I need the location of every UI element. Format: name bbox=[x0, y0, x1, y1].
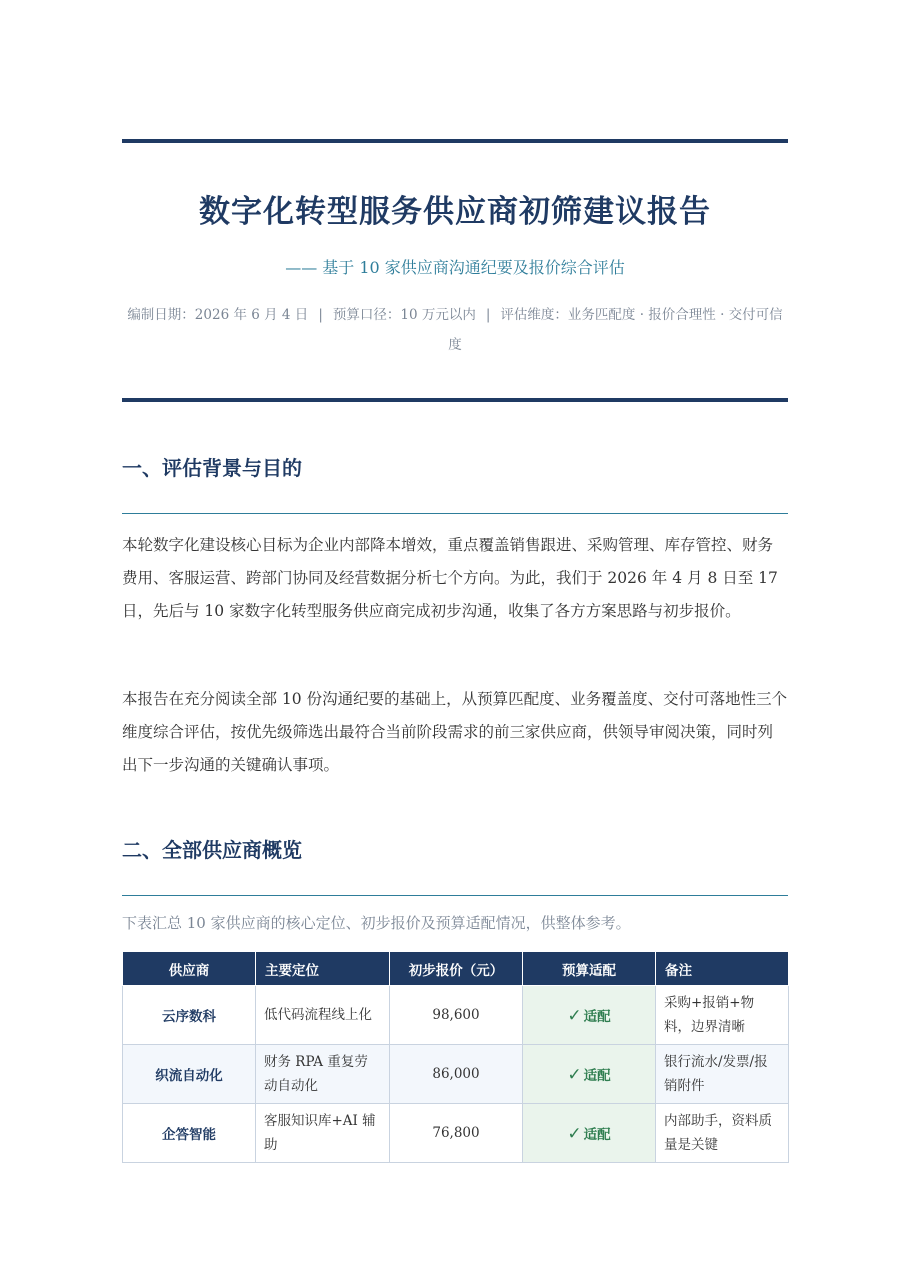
section1-paragraph-1: 本轮数字化建设核心目标为企业内部降本增效，重点覆盖销售跟进、采购管理、库存管控、财务费用、客服运营、跨部门协同及经营数据分析七个方向。为此，我们于 2026 年 4 月 8 日至 17 日，先后与 10 家数字化转型服务供应商完成初步沟通，收集了各方方案思路与初步报价。 bbox=[122, 536, 778, 620]
vendor-fit bbox=[523, 1045, 656, 1104]
meta-date: 编制日期：2026 年 6 月 4 日 bbox=[127, 307, 309, 323]
vendor-table bbox=[122, 951, 789, 1163]
meta-dimensions: 评估维度：业务匹配度 · 报价合理性 · 交付可信度 bbox=[448, 307, 783, 353]
header-note: 备注 bbox=[656, 952, 789, 986]
meta-separator: | bbox=[485, 307, 491, 323]
fit-label: 适配 bbox=[583, 1126, 611, 1143]
vendor-name: 织流自动化 bbox=[123, 1045, 256, 1104]
vendor-price: 86,000 bbox=[390, 1045, 523, 1104]
vendor-name: 云序数科 bbox=[123, 986, 256, 1045]
title-bottom-rule bbox=[122, 398, 788, 402]
vendor-positioning: 客服知识库+AI 辅助 bbox=[256, 1104, 390, 1163]
check-icon: ✓ bbox=[567, 1064, 582, 1085]
meta-budget: 预算口径：10 万元以内 bbox=[332, 307, 476, 323]
table-row bbox=[123, 1045, 789, 1104]
title-top-rule bbox=[122, 139, 788, 143]
header-vendor: 供应商 bbox=[123, 952, 256, 986]
vendor-positioning: 财务 RPA 重复劳动自动化 bbox=[256, 1045, 390, 1104]
table-row bbox=[123, 986, 789, 1045]
header-positioning: 主要定位 bbox=[256, 952, 390, 986]
vendor-name: 企答智能 bbox=[123, 1104, 256, 1163]
table-header-row bbox=[123, 952, 789, 986]
vendor-price: 76,800 bbox=[390, 1104, 523, 1163]
vendor-note: 银行流水/发票/报销附件 bbox=[656, 1045, 789, 1104]
table-caption: 下表汇总 10 家供应商的核心定位、初步报价及预算适配情况，供整体参考。 bbox=[122, 914, 631, 932]
report-title: 数字化转型服务供应商初筛建议报告 bbox=[199, 194, 711, 230]
table-row bbox=[123, 1104, 789, 1163]
check-icon: ✓ bbox=[567, 1005, 582, 1026]
fit-label: 适配 bbox=[583, 1008, 611, 1025]
section2-rule bbox=[122, 895, 788, 896]
report-subtitle: —— 基于 10 家供应商沟通纪要及报价综合评估 bbox=[285, 258, 625, 277]
section2-heading: 二、全部供应商概览 bbox=[122, 838, 302, 862]
section1-paragraph-2: 本报告在充分阅读全部 10 份沟通纪要的基础上，从预算匹配度、业务覆盖度、交付可落地性三个维度综合评估，按优先级筛选出最符合当前阶段需求的前三家供应商，供领导审阅决策，同时列出下一步沟通的关键确认事项。 bbox=[122, 690, 788, 774]
check-icon: ✓ bbox=[567, 1123, 582, 1144]
section1-rule bbox=[122, 513, 788, 514]
fit-label: 适配 bbox=[583, 1067, 611, 1084]
vendor-price: 98,600 bbox=[390, 986, 523, 1045]
meta-separator: | bbox=[318, 307, 323, 323]
header-fit: 预算适配 bbox=[523, 952, 656, 986]
vendor-note: 内部助手，资料质量是关键 bbox=[656, 1104, 789, 1163]
vendor-fit bbox=[523, 1104, 656, 1163]
vendor-fit bbox=[523, 986, 656, 1045]
vendor-positioning: 低代码流程线上化 bbox=[256, 986, 390, 1045]
header-price: 初步报价（元） bbox=[390, 952, 523, 986]
section1-heading: 一、评估背景与目的 bbox=[122, 456, 302, 480]
vendor-note: 采购+报销+物料，边界清晰 bbox=[656, 986, 789, 1045]
report-meta bbox=[122, 300, 788, 360]
